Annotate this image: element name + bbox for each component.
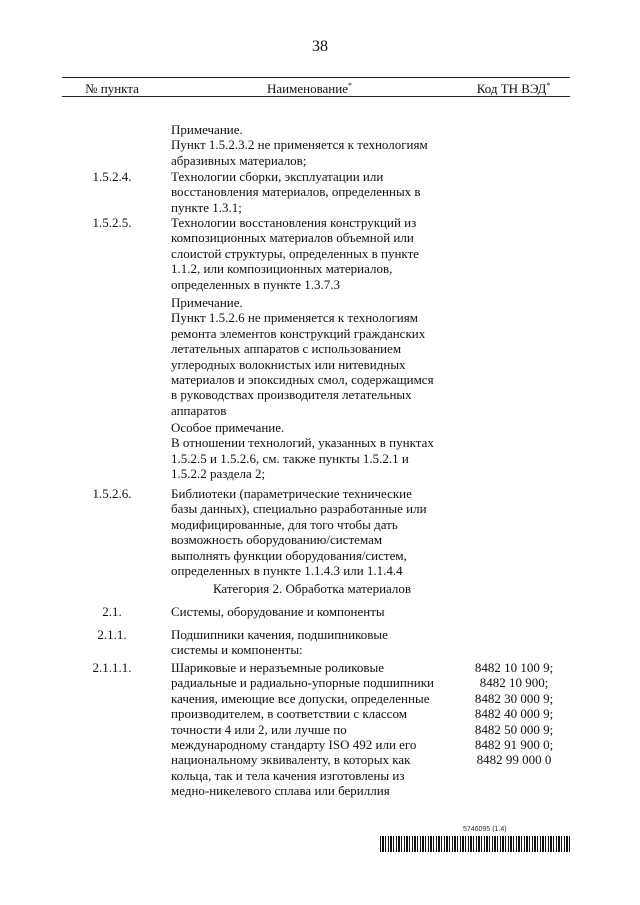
item-number-2111: 2.1.1.1. <box>92 660 132 675</box>
barcode-image <box>380 836 570 852</box>
item-text-211: Подшипники качения, подшипниковые системы и компоненты: <box>171 627 388 658</box>
special-note: Особое примечание. В отношении технологий, указанных в пунктах 1.5.2.5 и 1.5.2.6, см. также пункты 1.5.2.1 и 1.5.2.2 раздела 2; <box>171 420 434 482</box>
header-col-number: № пункта <box>85 81 139 96</box>
item-number-211: 2.1.1. <box>97 627 127 642</box>
item-codes-2111: 8482 10 100 9; 8482 10 900; 8482 30 000 9; 8482 40 000 9; 8482 50 000 9; 8482 91 900 0; 8482 99 000 0 <box>474 660 554 768</box>
header-col-name: Наименование* <box>267 81 352 96</box>
page-number: 38 <box>312 38 328 55</box>
document-stamp: 5746095 (1.4) <box>463 826 507 833</box>
category-heading: Категория 2. Обработка материалов <box>212 581 412 596</box>
item-text-21: Системы, оборудование и компоненты <box>171 604 385 619</box>
note-2: Примечание. Пункт 1.5.2.6 не применяется к технологиям ремонта элементов конструкций гражданских летательных аппаратов с использованием углеродных волокнистых или нитевидных материалов и эпоксидных смол, содержащимся в руководствах производителя летательных аппаратов <box>171 295 434 418</box>
header-col-code: Код ТН ВЭД* <box>476 81 551 96</box>
header-bottom-rule <box>62 96 570 97</box>
item-number-1526: 1.5.2.6. <box>92 486 132 501</box>
item-number-21: 2.1. <box>102 604 122 619</box>
note-1: Примечание. Пункт 1.5.2.3.2 не применяется к технологиям абразивных материалов; <box>171 122 428 168</box>
item-text-1524: Технологии сборки, эксплуатации или восстановления материалов, определенных в пункте 1.3.1; <box>171 169 421 215</box>
item-number-1525: 1.5.2.5. <box>92 215 132 230</box>
table-header <box>62 78 570 98</box>
item-text-1526: Библиотеки (параметрические технические базы данных), специально разработанные или модифицированные, для того чтобы дать возможность оборудованию/системам выполнять функции оборудования/систем, определенных в пункте 1.1.4.3 или 1.1.4.4 <box>171 486 427 579</box>
item-text-2111: Шариковые и неразъемные роликовые радиальные и радиально-упорные подшипники качения, имеющие все допуски, определенные производителем, в соответствии с классом точности 4 или 2, или лучше по международному стандарту ISO 492 или его национальному эквиваленту, в которых как кольца, так и тела качения изготовлены из медно-никелевого сплава или бериллия <box>171 660 434 799</box>
item-number-1524: 1.5.2.4. <box>92 169 132 184</box>
item-text-1525: Технологии восстановления конструкций из композиционных материалов объемной или слоистой структуры, определенных в пункте 1.1.2, или композиционных материалов, определенных в пункте 1.3.7.3 <box>171 215 420 292</box>
